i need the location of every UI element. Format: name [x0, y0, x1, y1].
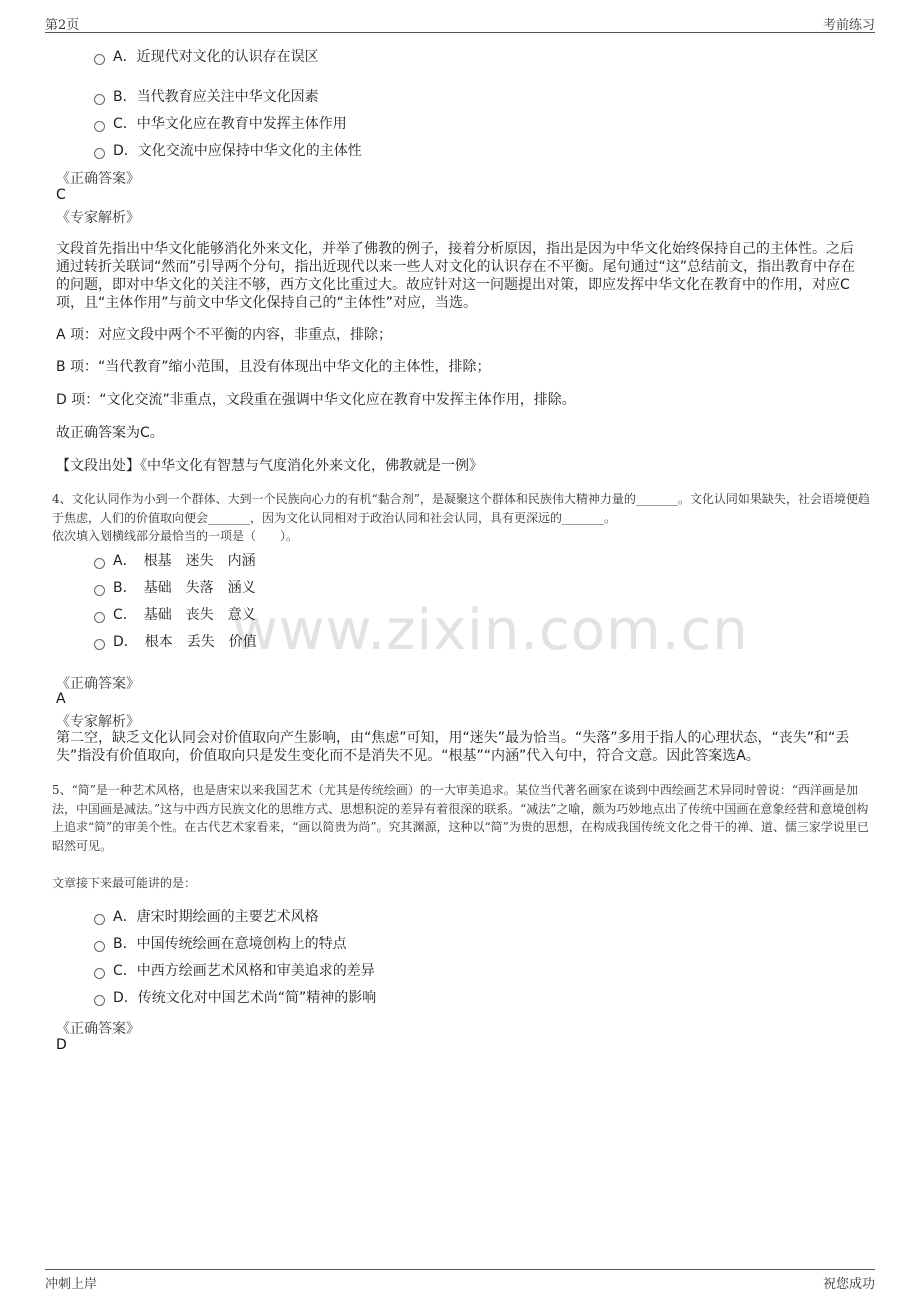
option-label: B． 基础 失落 涵义 [113, 580, 256, 596]
q3-analysis-conclusion: 故正确答案为C。 [56, 425, 164, 441]
q5-option-b[interactable] [94, 933, 347, 953]
radio-icon[interactable] [94, 148, 105, 159]
q4-analysis-label: 《专家解析》 [56, 714, 140, 730]
q4-option-d[interactable] [94, 631, 257, 651]
page-number: 第2页 [45, 18, 80, 33]
q3-option-a[interactable] [94, 46, 319, 66]
radio-icon[interactable] [94, 941, 105, 952]
q5-option-c[interactable] [94, 960, 375, 980]
q3-analysis-label: 《专家解析》 [56, 210, 140, 226]
header-title: 考前练习 [822, 18, 875, 33]
q3-analysis-d: D 项：“文化交流”非重点，文段重在强调中华文化应在教育中发挥主体作用，排除。 [56, 392, 576, 408]
page-footer [45, 1269, 875, 1292]
radio-icon[interactable] [94, 54, 105, 65]
q3-analysis-b: B 项：“当代教育”缩小范围，且没有体现出中华文化的主体性，排除； [56, 359, 491, 375]
radio-icon[interactable] [94, 94, 105, 105]
q4-option-b[interactable] [94, 577, 256, 597]
page-header [45, 14, 875, 33]
q3-answer-label: 《正确答案》 [56, 171, 140, 187]
q5-instruction: 文章接下来最可能讲的是： [52, 876, 197, 890]
radio-icon[interactable] [94, 585, 105, 596]
radio-icon[interactable] [94, 558, 105, 569]
q4-answer-label: 《正确答案》 [56, 676, 140, 692]
q3-analysis-a: A 项：对应文段中两个不平衡的内容，非重点，排除； [56, 327, 393, 343]
q5-answer: D [56, 1037, 67, 1053]
footer-left: 冲刺上岸 [45, 1277, 98, 1292]
option-label: B．中国传统绘画在意境创构上的特点 [113, 936, 347, 952]
q3-option-b[interactable] [94, 86, 319, 106]
q3-source: 【文段出处】《中华文化有智慧与气度消化外来文化，佛教就是一例》 [56, 458, 483, 474]
option-label: C． 基础 丧失 意义 [113, 607, 256, 623]
q5-option-a[interactable] [94, 906, 319, 926]
q4-stem: 4、文化认同作为小到一个群体、大到一个民族向心力的有机“黏合剂”，是凝聚这个群体和民族伟大精神力量的_______。文化认同如果缺失，社会语境便趋于焦虑，人们的价值取向便会_______，因为文化认同相对于政治认同和社会认同，具有更深远的_______。 [52, 492, 870, 525]
radio-icon[interactable] [94, 612, 105, 623]
q3-option-c[interactable] [94, 113, 347, 133]
radio-icon[interactable] [94, 995, 105, 1006]
radio-icon[interactable] [94, 968, 105, 979]
option-label: C．中华文化应在教育中发挥主体作用 [113, 116, 347, 132]
q3-answer: C [56, 187, 66, 203]
q4-instruction: 依次填入划横线部分最恰当的一项是（ ）。 [52, 529, 299, 543]
q5-answer-label: 《正确答案》 [56, 1021, 140, 1037]
option-label: A．近现代对文化的认识存在误区 [113, 49, 319, 65]
option-label: A．唐宋时期绘画的主要艺术风格 [113, 909, 319, 925]
q5-option-d[interactable] [94, 987, 376, 1007]
watermark: www.zixin.com.cn [232, 598, 749, 663]
option-label: D．传统文化对中国艺术尚“简”精神的影响 [113, 990, 377, 1006]
radio-icon[interactable] [94, 914, 105, 925]
radio-icon[interactable] [94, 121, 105, 132]
option-label: B．当代教育应关注中华文化因素 [113, 89, 319, 105]
q3-option-d[interactable] [94, 140, 362, 160]
q4-analysis: 第二空，缺乏文化认同会对价值取向产生影响，由“焦虑”可知，用“迷失”最为恰当。“失落”多用于指人的心理状态，“丧失”和“丢失”指没有价值取向，价值取向只是发生变化而不是消失不见。“根基”“内涵”代入句中，符合文意。因此答案选A。 [56, 730, 850, 764]
q3-analysis-paragraph: 文段首先指出中华文化能够消化外来文化，并举了佛教的例子，接着分析原因，指出是因为中华文化始终保持自己的主体性。之后通过转折关联词“然而”引导两个分句，指出近现代以来一些人对文化的认识存在不平衡。尾句通过“这”总结前文，指出教育中存在的问题，即对中华文化的关注不够，西方文化比重过大。故应针对这一问题提出对策，即应发挥中华文化在教育中的作用，对应C 项，且“主体作用”与前文中华文化保持自己的“主体性”对应，当选。 [56, 241, 856, 311]
q4-answer: A [56, 691, 66, 707]
q4-option-c[interactable] [94, 604, 256, 624]
option-label: C．中西方绘画艺术风格和审美追求的差异 [113, 963, 375, 979]
footer-right: 祝您成功 [822, 1277, 875, 1292]
option-label: A． 根基 迷失 内涵 [113, 553, 256, 569]
q5-stem: 5、“简”是一种艺术风格，也是唐宋以来我国艺术（尤其是传统绘画）的一大审美追求。某位当代著名画家在谈到中西绘画艺术异同时曾说：“西洋画是加法，中国画是减法。”这与中西方民族文化的思维方式、思想积淀的差异有着很深的联系。“减法”之喻，颇为巧妙地点出了传统中国画在意象经营和意境创构上追求“简”的审美个性。在古代艺术家看来，“画以简贵为尚”。究其渊源，这种以“简”为贵的思想，在构成我国传统文化之骨干的禅、道、儒三家学说里已昭然可见。 [52, 783, 869, 853]
q4-option-a[interactable] [94, 550, 256, 570]
option-label: D．文化交流中应保持中华文化的主体性 [113, 143, 362, 159]
radio-icon[interactable] [94, 639, 105, 650]
option-label: D． 根本 丢失 价值 [113, 634, 257, 650]
